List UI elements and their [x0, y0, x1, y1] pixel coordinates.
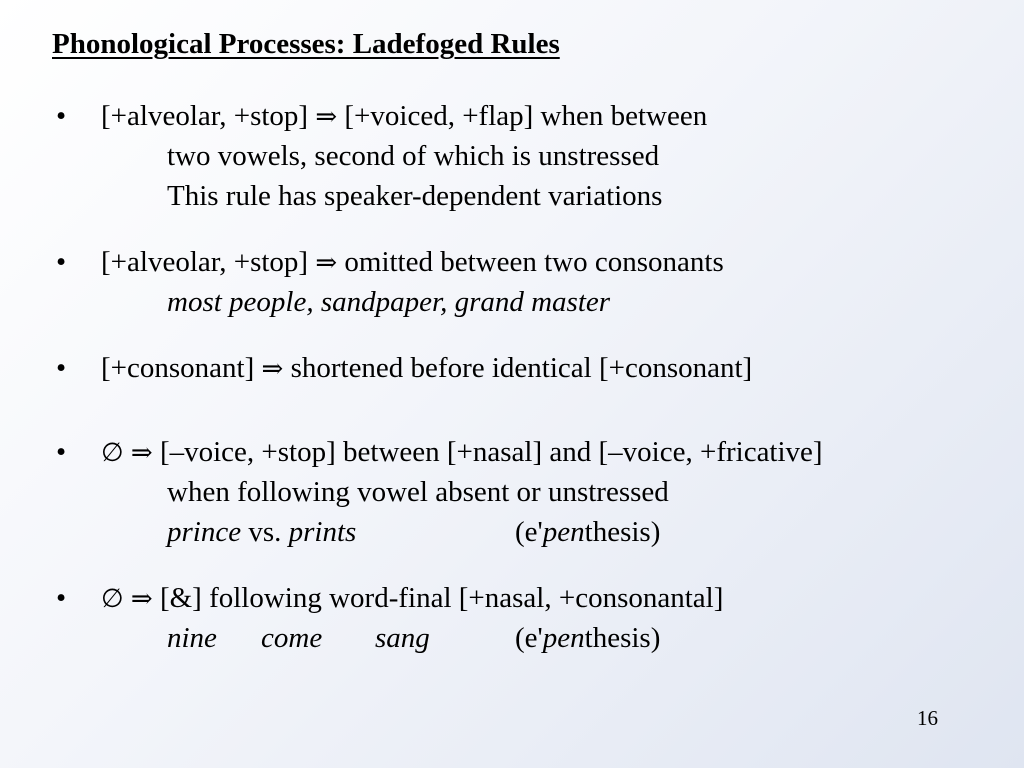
rule-4-line-1 — [101, 432, 823, 473]
note-close: thesis) — [584, 516, 661, 548]
rule-1-line-3: This rule has speaker-dependent variations — [167, 180, 663, 212]
bullet-marker: • — [56, 100, 67, 132]
implies-icon: ⇒ — [315, 248, 338, 278]
rule-4-note — [515, 512, 660, 552]
note-italic: pen — [542, 516, 585, 548]
rule-2-result: omitted between two consonants — [344, 246, 724, 278]
bullet-marker: • — [56, 582, 67, 614]
rule-4-result: [–voice, +stop] between [+nasal] and [–voice, +fricative] — [159, 436, 823, 468]
rule-3-result: shortened before identical [+consonant] — [290, 352, 753, 384]
page-number: 16 — [917, 706, 938, 730]
rule-5-line-1 — [101, 578, 723, 619]
rule-5-result: [&] following word-final [+nasal, +consonantal] — [159, 582, 724, 614]
bullet-marker: • — [56, 436, 67, 468]
implies-icon: ⇒ — [130, 438, 153, 468]
rule-1-line-2: two vowels, second of which is unstressed — [167, 140, 660, 172]
implies-icon: ⇒ — [130, 584, 153, 614]
rule-4-line-2: when following vowel absent or unstressed — [167, 476, 669, 508]
implies-icon: ⇒ — [315, 102, 338, 132]
bullet-marker: • — [56, 352, 67, 384]
rule-2-examples — [167, 282, 610, 322]
rule-3-lead: [+consonant] — [101, 352, 255, 384]
rule-1-line-1 — [101, 96, 707, 137]
example-nine — [167, 618, 217, 658]
note-open: (e' — [515, 622, 543, 654]
note-italic: pen — [542, 622, 585, 654]
rule-2-examples-text: most people, sandpaper, grand master — [167, 286, 611, 318]
rule-2-lead: [+alveolar, +stop] — [101, 246, 309, 278]
example-sang-text: sang — [375, 622, 430, 654]
rule-1-lead: [+alveolar, +stop] — [101, 100, 309, 132]
bullet-marker: • — [56, 246, 67, 278]
example-come — [261, 618, 322, 658]
note-open: (e' — [515, 516, 543, 548]
rule-4-examples — [167, 512, 356, 552]
example-prints: prints — [288, 516, 357, 548]
slide-title: Phonological Processes: Ladefoged Rules — [52, 28, 560, 60]
example-come-text: come — [261, 622, 323, 654]
example-vs: vs. — [241, 516, 289, 548]
rule-1-result: [+voiced, +flap] when between — [344, 100, 708, 132]
example-nine-text: nine — [167, 622, 217, 654]
empty-set-icon: ∅ — [101, 438, 124, 468]
rule-2-line-1 — [101, 242, 724, 283]
rule-5-note — [515, 618, 660, 658]
example-sang — [375, 618, 430, 658]
empty-set-icon: ∅ — [101, 584, 124, 614]
implies-icon: ⇒ — [261, 354, 284, 384]
example-prince: prince — [167, 516, 242, 548]
rule-3-line-1 — [101, 348, 752, 389]
note-close: thesis) — [584, 622, 661, 654]
